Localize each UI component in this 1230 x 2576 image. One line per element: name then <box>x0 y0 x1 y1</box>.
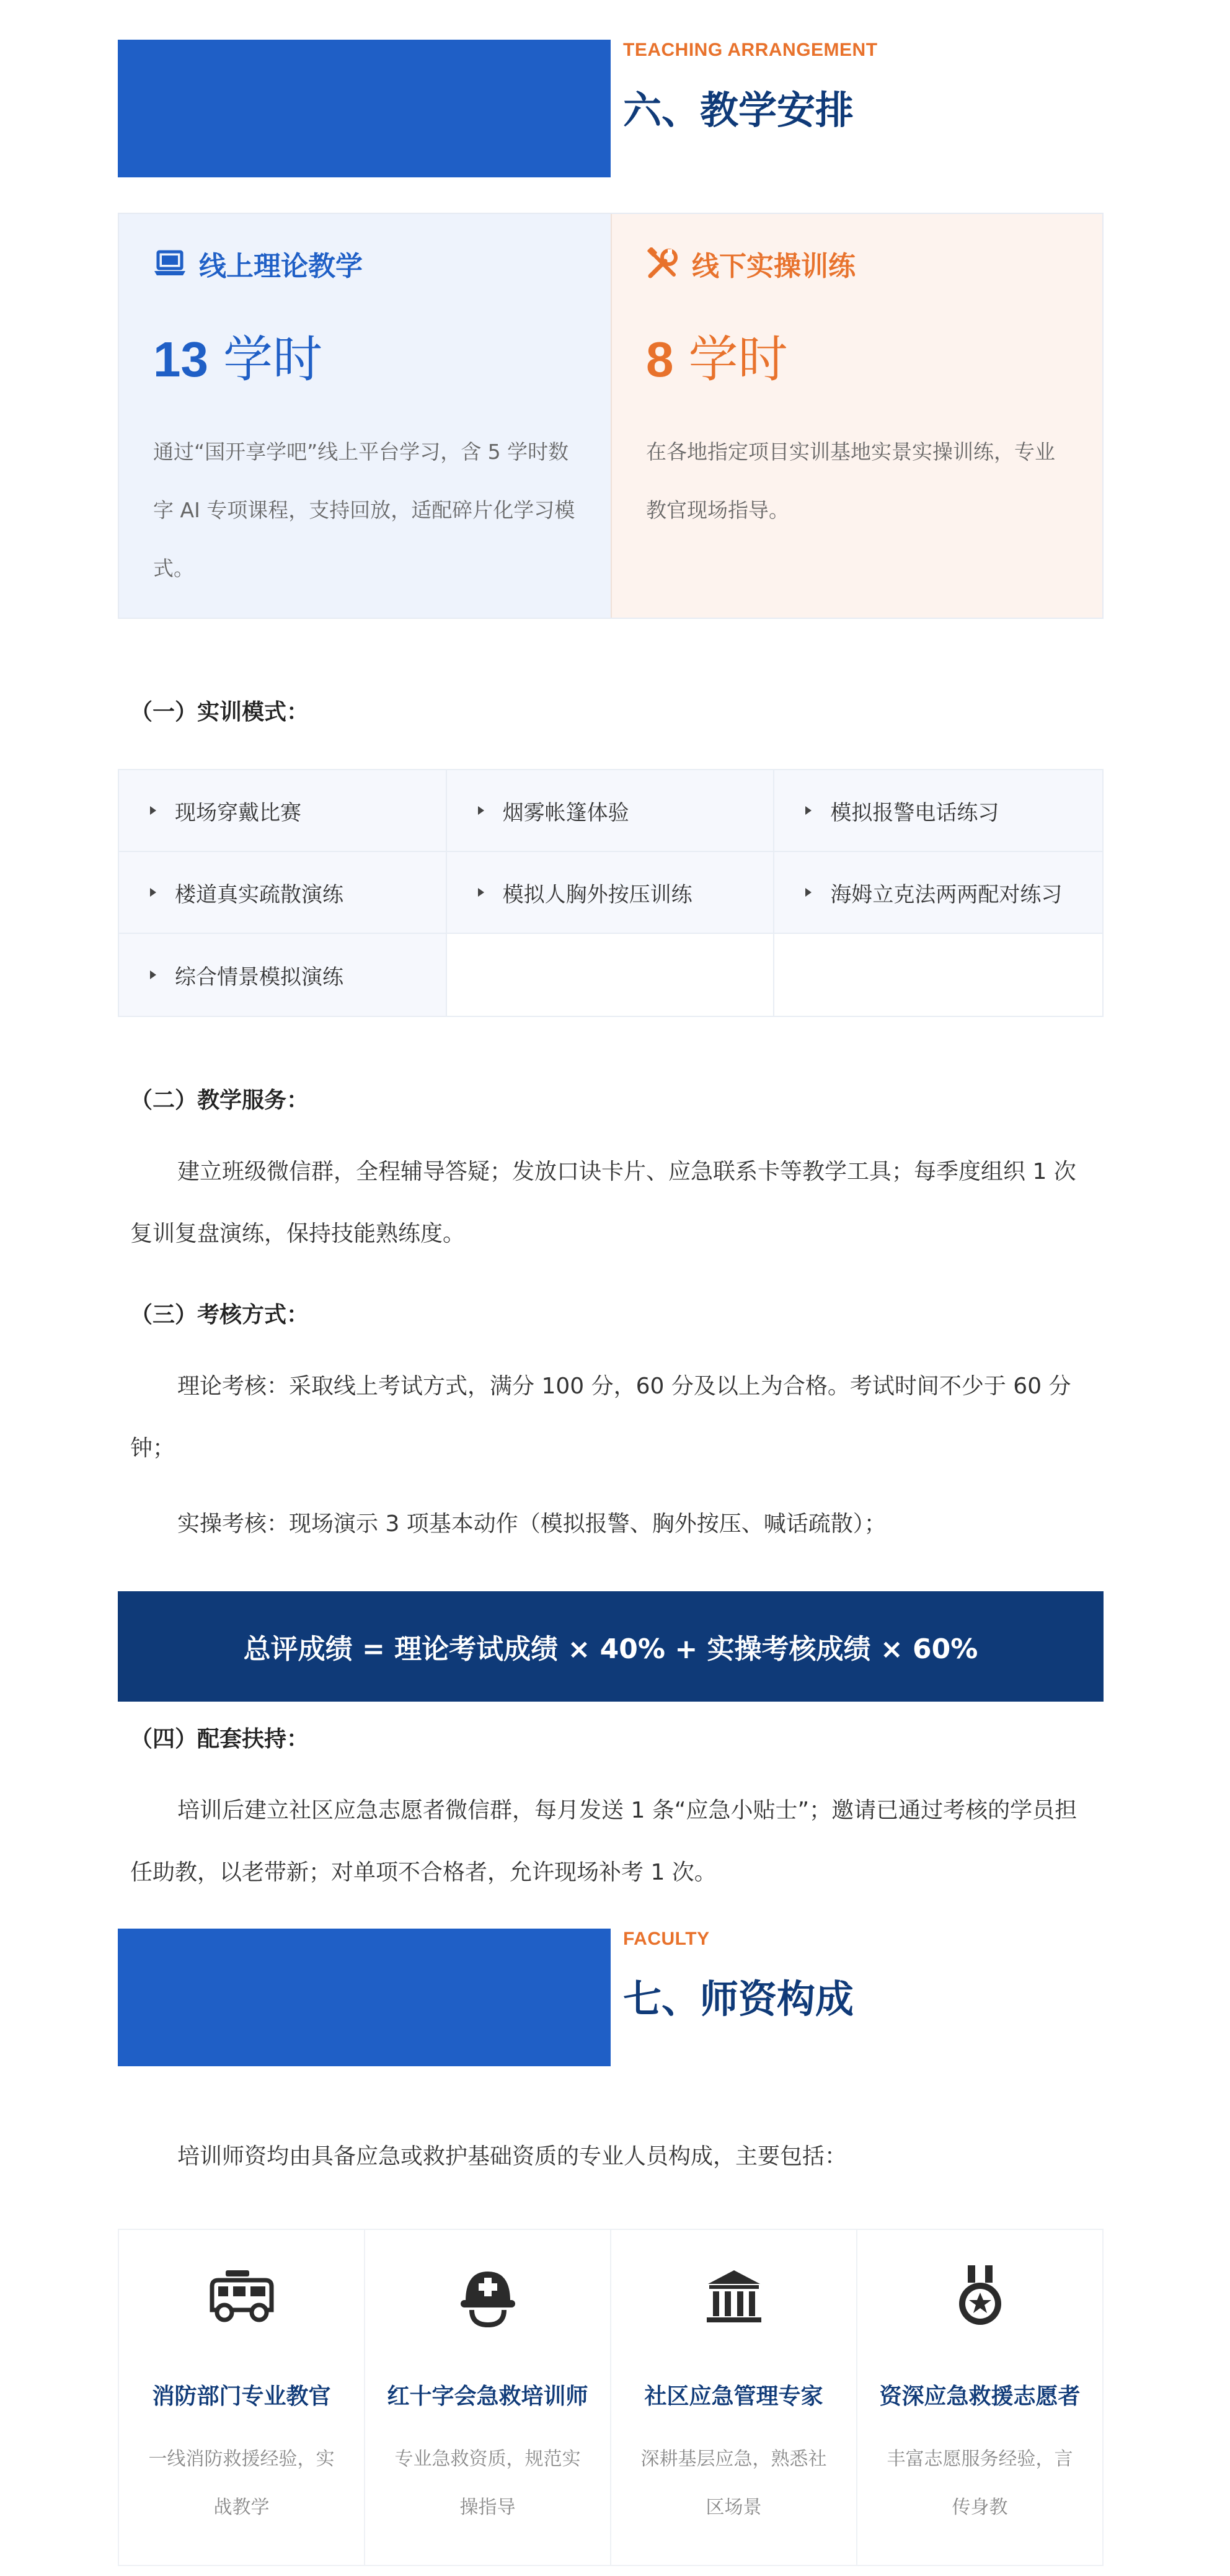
faculty-name: 资深应急救援志愿者 <box>879 2384 1081 2409</box>
faculty-card <box>611 2230 857 2565</box>
faculty-name: 红十字会急救培训师 <box>387 2384 588 2409</box>
section-eng-label: FACULTY <box>623 1929 710 1949</box>
faculty-desc: 一线消防救援经验，实战教学 <box>148 2448 335 2518</box>
teaching-service-heading: （二）教学服务： <box>130 1088 309 1113</box>
online-hours <box>153 319 578 391</box>
offline-heading: 线下实操训练 <box>692 251 856 282</box>
teaching-hours-panel <box>118 213 1104 619</box>
bullet-icon <box>805 888 812 897</box>
fire-truck-icon <box>208 2262 276 2330</box>
faculty-name: 消防部门专业教官 <box>152 2384 331 2409</box>
list-item: 海姆立克法两两配对练习 <box>774 852 1102 934</box>
faculty-grid <box>118 2229 1104 2566</box>
section-header-faculty <box>118 1929 1104 2066</box>
rescue-helmet-icon <box>454 2262 522 2330</box>
training-mode-heading: （一）实训模式： <box>130 700 309 725</box>
support-heading: （四）配套扶持： <box>130 1726 309 1752</box>
faculty-desc: 丰富志愿服务经验，言传身教 <box>887 2448 1073 2518</box>
faculty-desc: 专业急救资质，规范实操指导 <box>394 2448 581 2518</box>
list-item: 模拟人胸外按压训练 <box>447 852 775 934</box>
list-item: 楼道真实疏散演练 <box>119 852 447 934</box>
section-title: 七、师资构成 <box>623 1976 854 2022</box>
online-teaching-card <box>119 214 611 618</box>
assessment-heading: （三）考核方式： <box>130 1302 309 1328</box>
offline-hours <box>646 319 1070 391</box>
section-header-teaching <box>118 40 1104 177</box>
empty-cell <box>774 934 1102 1016</box>
section-title: 六、教学安排 <box>623 87 854 133</box>
practical-assessment-text: 实操考核：现场演示 3 项基本动作（模拟报警、胸外按压、喊话疏散）； <box>177 1511 887 1537</box>
offline-hours-value: 8 <box>646 332 674 387</box>
faculty-card <box>857 2230 1102 2565</box>
online-hours-value: 13 <box>153 332 208 387</box>
list-item: 烟雾帐篷体验 <box>447 770 775 852</box>
bullet-icon <box>150 888 156 897</box>
list-item: 综合情景模拟演练 <box>119 934 447 1016</box>
online-hours-unit: 学时 <box>223 331 322 388</box>
section-color-block <box>118 40 611 177</box>
training-mode-grid <box>118 769 1104 1017</box>
faculty-intro: 培训师资均由具备应急或救护基础资质的专业人员构成，主要包括： <box>177 2144 847 2169</box>
offline-training-card <box>611 214 1102 618</box>
faculty-desc: 深耕基层应急，熟悉社区场景 <box>640 2448 827 2518</box>
empty-cell <box>447 934 775 1016</box>
laptop-icon <box>153 247 187 280</box>
bullet-icon <box>805 806 812 815</box>
bullet-icon <box>478 806 484 815</box>
section-color-block <box>118 1929 611 2066</box>
bullet-icon <box>150 806 156 815</box>
tools-icon <box>646 247 679 280</box>
offline-description: 在各地指定项目实训基地实景实操训练，专业教官现场指导。 <box>646 440 1055 522</box>
online-heading: 线上理论教学 <box>199 251 363 282</box>
list-item: 现场穿戴比赛 <box>119 770 447 852</box>
bullet-icon <box>478 888 484 897</box>
institution-building-icon <box>700 2262 768 2330</box>
section-eng-label: TEACHING ARRANGEMENT <box>623 40 878 60</box>
faculty-card <box>119 2230 365 2565</box>
theory-assessment-text: 理论考核：采取线上考试方式，满分 100 分，60 分及以上为合格。考试时间不少于 60 分钟； <box>130 1374 1071 1461</box>
support-text: 培训后建立社区应急志愿者微信群，每月发送 1 条“应急小贴士”；邀请已通过考核的学员担任助教，以老带新；对单项不合格者，允许现场补考 1 次。 <box>130 1798 1077 1885</box>
faculty-card <box>365 2230 611 2565</box>
offline-hours-unit: 学时 <box>688 331 788 388</box>
medal-icon <box>946 2262 1014 2330</box>
list-item: 模拟报警电话练习 <box>774 770 1102 852</box>
online-description: 通过“国开享学吧”线上平台学习，含 5 学时数字 AI 专项课程，支持回放，适配碎片化学习模式。 <box>153 440 575 580</box>
faculty-name: 社区应急管理专家 <box>644 2384 823 2409</box>
teaching-service-text: 建立班级微信群，全程辅导答疑；发放口诀卡片、应急联系卡等教学工具；每季度组织 1 次复训复盘演练，保持技能熟练度。 <box>130 1159 1076 1246</box>
score-formula-banner: 总评成绩 = 理论考试成绩 × 40% + 实操考核成绩 × 60% <box>118 1591 1104 1702</box>
bullet-icon <box>150 970 156 979</box>
